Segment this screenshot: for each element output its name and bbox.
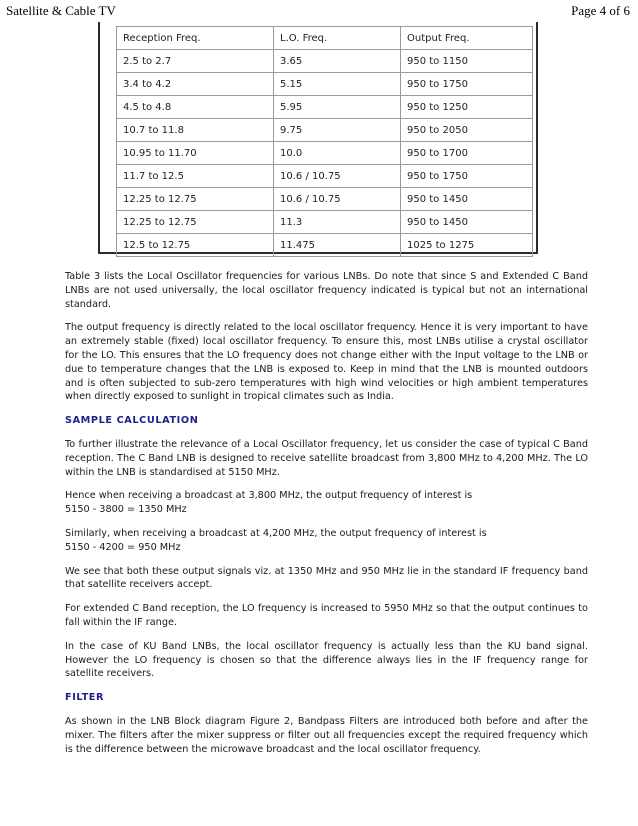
header-title: Satellite & Cable TV [6, 3, 116, 18]
table-row [116, 233, 533, 257]
page-number: Page 4 of 6 [571, 3, 630, 18]
table-row [116, 164, 533, 187]
lo-frequency-table [116, 26, 533, 257]
table-cell: 5.95 [274, 95, 401, 118]
table-header-row [116, 26, 533, 49]
calc-3800-result: 5150 - 3800 = 1350 MHz [65, 504, 187, 516]
table-row [116, 72, 533, 95]
table-row [116, 49, 533, 72]
paragraph-extended-c: For extended C Band reception, the LO frequency is increased to 5950 MHz so that the output continues to fall within the IF range. [65, 603, 588, 628]
paragraph-filter: As shown in the LNB Block diagram Figure 2, Bandpass Filters are introduced both before and after the mixer. The filters after the mixer suppress or filter out all frequencies except the required frequency which is the difference between the microwave broadcast and the local oscillator frequency. [65, 715, 588, 755]
table-cell: 950 to 2050 [401, 118, 533, 141]
table-cell: 950 to 1150 [401, 49, 533, 72]
table-cell: 950 to 1250 [401, 95, 533, 118]
table-cell: 1025 to 1275 [401, 233, 533, 257]
table-cell: 11.475 [274, 233, 401, 257]
paragraph-if-band: We see that both these output signals viz. at 1350 MHz and 950 MHz lie in the standard IF frequency band that satellite receivers accept. [65, 565, 588, 591]
table-cell: 4.5 to 4.8 [116, 95, 274, 118]
paragraph-calc-4200 [65, 527, 588, 555]
table-cell: 10.6 / 10.75 [274, 164, 401, 187]
table-cell: 10.6 / 10.75 [274, 187, 401, 210]
table-row [116, 118, 533, 141]
heading-sample-calculation: SAMPLE CALCULATION [65, 415, 199, 427]
table-cell: 3.65 [274, 49, 401, 72]
table-header-cell: L.O. Freq. [274, 26, 401, 49]
table-cell: 12.25 to 12.75 [116, 187, 274, 210]
table-header-cell: Reception Freq. [116, 26, 274, 49]
table-cell: 950 to 1750 [401, 72, 533, 95]
calc-4200-text: Similarly, when receiving a broadcast at 4,200 MHz, the output frequency of interest is [65, 527, 487, 539]
calc-3800-text: Hence when receiving a broadcast at 3,800 MHz, the output frequency of interest is [65, 490, 473, 502]
table-row [116, 187, 533, 210]
table-cell: 11.3 [274, 210, 401, 233]
table-cell: 950 to 1450 [401, 210, 533, 233]
table-cell: 10.95 to 11.70 [116, 141, 274, 164]
table-cell: 9.75 [274, 118, 401, 141]
table-cell: 3.4 to 4.2 [116, 72, 274, 95]
table-cell: 12.25 to 12.75 [116, 210, 274, 233]
heading-filter: FILTER [65, 692, 105, 704]
table-cell: 5.15 [274, 72, 401, 95]
paragraph-intro: Table 3 lists the Local Oscillator frequencies for various LNBs. Do note that since S and Extended C Band LNBs are not used universally, the local oscillator frequency indicated is typical but not an international standard. [65, 271, 588, 310]
table-cell: 2.5 to 2.7 [116, 49, 274, 72]
paragraph-calc-intro: To further illustrate the relevance of a Local Oscillator frequency, let us consider the case of typical C Band reception. The C Band LNB is designed to receive satellite broadcast from 3,800 MHz to 4,200 MHz. The LO within the LNB is standardised at 5150 MHz. [65, 438, 588, 478]
paragraph-ku-band: In the case of KU Band LNBs, the local oscillator frequency is actually less than the KU band signal. However the LO frequency is chosen so that the difference always lies in the IF frequency range for satellite receivers. [65, 640, 588, 680]
paragraph-stability: The output frequency is directly related to the local oscillator frequency. Hence it is very important to have an extremely stable (fixed) local oscillator frequency. To ensure this, most LNBs utilise a crystal oscillator for the LO. This ensures that the LO frequency does not change either with the Input voltage to the LNB or due to temperature changes that the LNB is exposed to. Keep in mind that the LNB is mounted outdoors and is often subjected to sub-zero temperatures with high wind velocities or high ambient temperatures when directly exposed to sunlight in tropical climates such as India. [65, 322, 588, 403]
paragraph-calc-3800 [65, 489, 588, 517]
table-cell: 10.7 to 11.8 [116, 118, 274, 141]
table-row [116, 95, 533, 118]
table-cell: 950 to 1700 [401, 141, 533, 164]
table-cell: 950 to 1750 [401, 164, 533, 187]
table-cell: 950 to 1450 [401, 187, 533, 210]
table-cell: 12.5 to 12.75 [116, 233, 274, 257]
article-body [65, 270, 588, 766]
table-row [116, 141, 533, 164]
table-cell: 11.7 to 12.5 [116, 164, 274, 187]
table-cell: 10.0 [274, 141, 401, 164]
page-header [6, 3, 630, 19]
table-header-cell: Output Freq. [401, 26, 533, 49]
calc-4200-result: 5150 - 4200 = 950 MHz [65, 541, 181, 553]
table-row [116, 210, 533, 233]
